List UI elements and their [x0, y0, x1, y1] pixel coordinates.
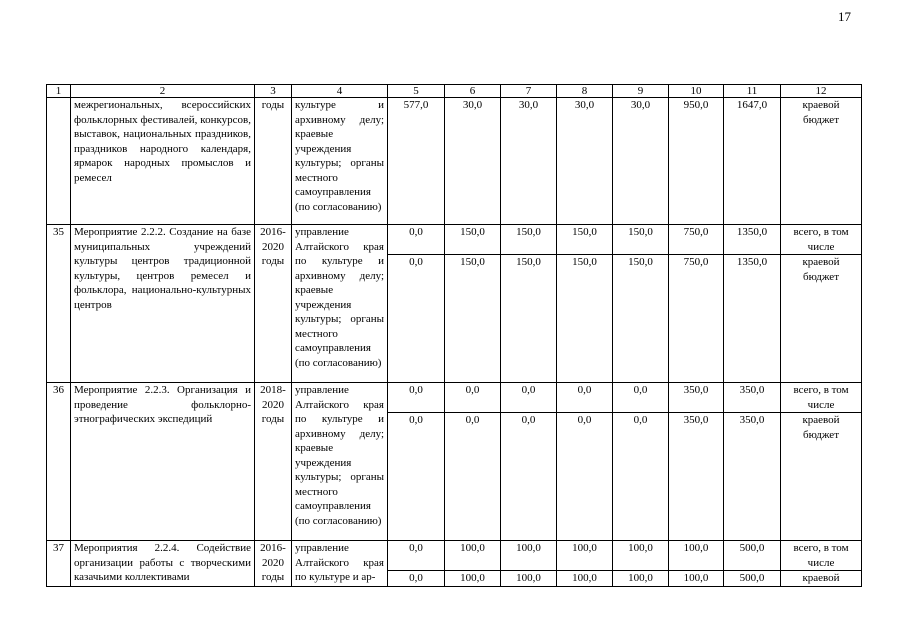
- column-header: 8: [557, 85, 613, 98]
- measure-name: Мероприятия 2.2.4. Содействие организации работы с творческими казачьими коллективами: [71, 541, 255, 587]
- funding-value: 150,0: [613, 255, 669, 383]
- funding-value: 100,0: [445, 571, 501, 587]
- funding-value: 100,0: [557, 571, 613, 587]
- funding-value: 150,0: [613, 225, 669, 255]
- row-number: 35: [47, 225, 71, 383]
- table-row: [47, 225, 862, 255]
- funding-value: 100,0: [501, 571, 557, 587]
- funding-value: 150,0: [557, 225, 613, 255]
- funding-total: 500,0: [724, 571, 781, 587]
- funding-value: 350,0: [669, 383, 724, 413]
- funding-value: 100,0: [501, 541, 557, 571]
- funding-value: 0,0: [557, 383, 613, 413]
- funding-value: 150,0: [445, 225, 501, 255]
- funding-value: 150,0: [501, 255, 557, 383]
- funding-value: 577,0: [388, 98, 445, 225]
- funding-value: 30,0: [445, 98, 501, 225]
- measure-years: 2016-2020 годы: [255, 225, 292, 383]
- funding-total: 1647,0: [724, 98, 781, 225]
- funding-value: 750,0: [669, 255, 724, 383]
- funding-value: 0,0: [613, 413, 669, 541]
- measure-executor: управление Алтайского края по культуре и архивному делу; краевые учреждения культуры; органы местного самоуправления (по согласованию): [292, 383, 388, 541]
- funding-value: 0,0: [501, 413, 557, 541]
- funding-value: 30,0: [501, 98, 557, 225]
- measure-executor: культуре и архивному делу; краевые учреждения культуры; органы местного самоуправления (по согласованию): [292, 98, 388, 225]
- column-header: 12: [781, 85, 862, 98]
- funding-total: 350,0: [724, 413, 781, 541]
- row-number: [47, 98, 71, 225]
- funding-value: 100,0: [613, 571, 669, 587]
- funding-value: 0,0: [388, 225, 445, 255]
- column-header: 10: [669, 85, 724, 98]
- measure-name: межрегиональных, всероссийских фольклорных фестивалей, конкурсов, выставок, национальных праздников, праздников народного календаря, ярмарок народных промыслов и ремесел: [71, 98, 255, 225]
- column-header: 3: [255, 85, 292, 98]
- measure-years: 2018-2020 годы: [255, 383, 292, 541]
- column-header: 1: [47, 85, 71, 98]
- funding-value: 0,0: [388, 255, 445, 383]
- funding-source: всего, в том числе: [781, 225, 862, 255]
- measure-years: 2016-2020 годы: [255, 541, 292, 587]
- funding-value: 0,0: [557, 413, 613, 541]
- program-measures-table: [46, 84, 862, 587]
- funding-value: 350,0: [669, 413, 724, 541]
- funding-value: 100,0: [669, 541, 724, 571]
- column-header: 11: [724, 85, 781, 98]
- funding-total: 1350,0: [724, 225, 781, 255]
- column-header: 9: [613, 85, 669, 98]
- funding-source: всего, в том числе: [781, 383, 862, 413]
- funding-value: 0,0: [501, 383, 557, 413]
- measure-executor: управление Алтайского края по культуре и ар-: [292, 541, 388, 587]
- row-number: 37: [47, 541, 71, 587]
- funding-value: 750,0: [669, 225, 724, 255]
- column-number-header-row: [47, 85, 862, 98]
- funding-value: 30,0: [557, 98, 613, 225]
- funding-value: 150,0: [445, 255, 501, 383]
- measure-name: Мероприятие 2.2.2. Создание на базе муниципальных учреждений культуры центров традиционной культуры, центров ремесел и фольклора, национально-культурных центров: [71, 225, 255, 383]
- funding-source: краевой: [781, 571, 862, 587]
- funding-total: 1350,0: [724, 255, 781, 383]
- measure-years: годы: [255, 98, 292, 225]
- funding-value: 100,0: [669, 571, 724, 587]
- funding-value: 0,0: [445, 383, 501, 413]
- table-row: [47, 383, 862, 413]
- funding-value: 950,0: [669, 98, 724, 225]
- column-header: 2: [71, 85, 255, 98]
- column-header: 7: [501, 85, 557, 98]
- funding-value: 0,0: [388, 413, 445, 541]
- table-row: [47, 98, 862, 225]
- measure-name: Мероприятие 2.2.3. Организация и проведение фольклорно-этнографических экспедиций: [71, 383, 255, 541]
- funding-source: всего, в том числе: [781, 541, 862, 571]
- funding-value: 100,0: [613, 541, 669, 571]
- page-number: 17: [838, 9, 851, 24]
- funding-value: 30,0: [613, 98, 669, 225]
- funding-source: краевой бюджет: [781, 413, 862, 541]
- funding-value: 0,0: [445, 413, 501, 541]
- funding-value: 150,0: [501, 225, 557, 255]
- column-header: 4: [292, 85, 388, 98]
- funding-value: 0,0: [388, 571, 445, 587]
- funding-value: 100,0: [557, 541, 613, 571]
- funding-source: краевой бюджет: [781, 98, 862, 225]
- funding-value: 0,0: [613, 383, 669, 413]
- column-header: 6: [445, 85, 501, 98]
- funding-value: 0,0: [388, 383, 445, 413]
- funding-total: 350,0: [724, 383, 781, 413]
- row-number: 36: [47, 383, 71, 541]
- funding-value: 100,0: [445, 541, 501, 571]
- funding-source: краевой бюджет: [781, 255, 862, 383]
- funding-value: 0,0: [388, 541, 445, 571]
- measure-executor: управление Алтайского края по культуре и архивному делу; краевые учреждения культуры; органы местного самоуправления (по согласованию): [292, 225, 388, 383]
- table-row: [47, 541, 862, 571]
- funding-total: 500,0: [724, 541, 781, 571]
- column-header: 5: [388, 85, 445, 98]
- funding-value: 150,0: [557, 255, 613, 383]
